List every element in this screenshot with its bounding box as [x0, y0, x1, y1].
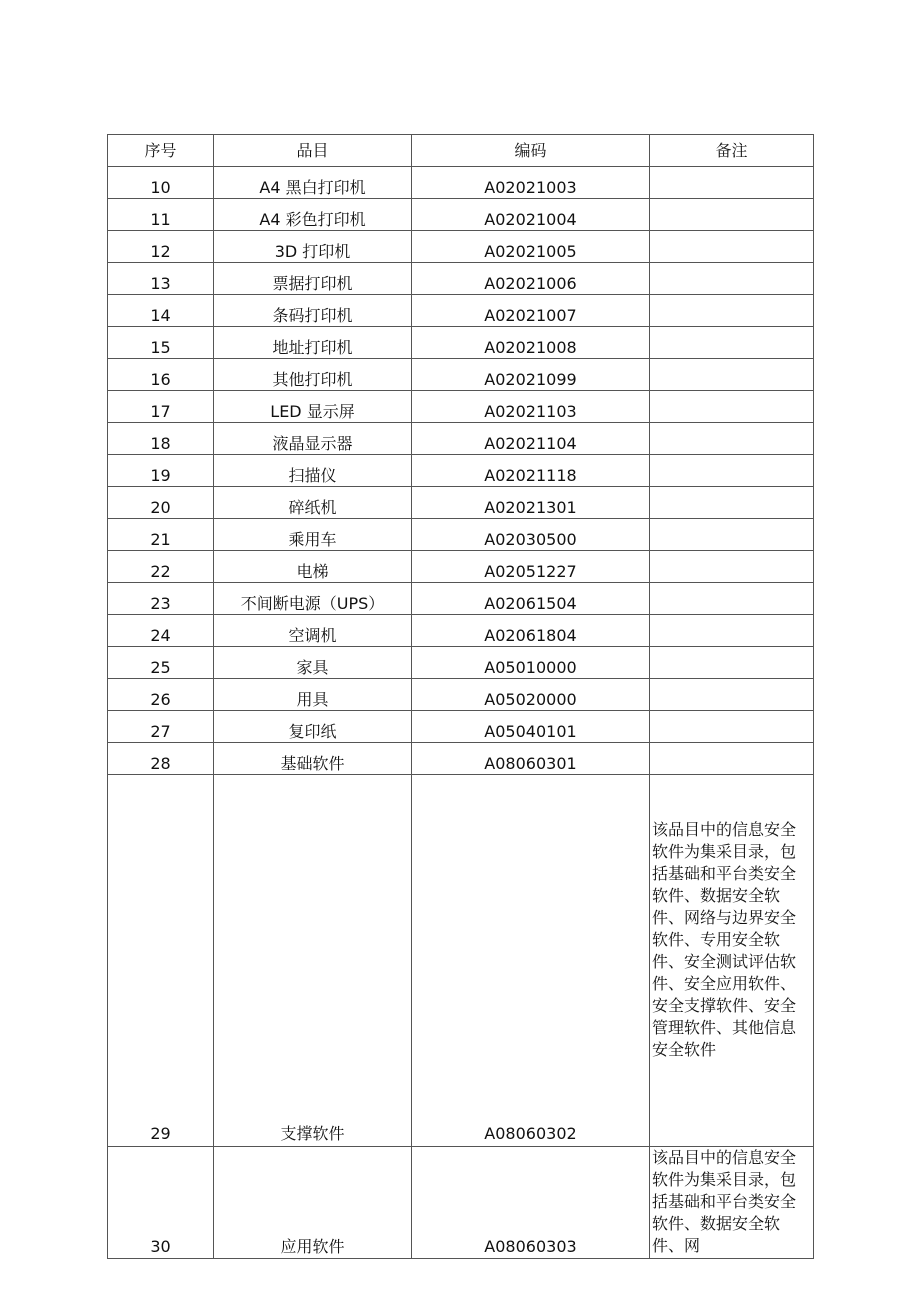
cell-remarks — [650, 615, 814, 647]
cell-remarks: 该品目中的信息安全软件为集采目录，包括基础和平台类安全软件、数据安全软件、网 — [650, 1147, 814, 1259]
cell-serial-number: 18 — [108, 423, 214, 455]
cell-code: A02021104 — [412, 423, 650, 455]
cell-code: A02021003 — [412, 167, 650, 199]
cell-remarks — [650, 199, 814, 231]
cell-remarks — [650, 263, 814, 295]
cell-remarks — [650, 679, 814, 711]
table-row — [108, 167, 814, 199]
table-row — [108, 647, 814, 679]
cell-remarks: 该品目中的信息安全软件为集采目录，包括基础和平台类安全软件、数据安全软件、网络与边界安全软件、专用安全软件、安全测试评估软件、安全应用软件、安全支撑软件、安全管理软件、其他信息安全软件 — [650, 775, 814, 1147]
cell-code: A02021004 — [412, 199, 650, 231]
cell-remarks — [650, 551, 814, 583]
cell-serial-number: 16 — [108, 359, 214, 391]
cell-remarks — [650, 391, 814, 423]
cell-serial-number: 15 — [108, 327, 214, 359]
header-serial-number: 序号 — [108, 135, 214, 167]
cell-serial-number: 17 — [108, 391, 214, 423]
cell-code: A02021006 — [412, 263, 650, 295]
cell-code: A02021005 — [412, 231, 650, 263]
cell-item: 其他打印机 — [214, 359, 412, 391]
cell-code: A02021008 — [412, 327, 650, 359]
cell-item: 液晶显示器 — [214, 423, 412, 455]
table-row — [108, 551, 814, 583]
cell-code: A02021301 — [412, 487, 650, 519]
cell-remarks — [650, 167, 814, 199]
cell-remarks — [650, 327, 814, 359]
cell-code: A08060303 — [412, 1147, 650, 1259]
table-row — [108, 711, 814, 743]
cell-code: A02021099 — [412, 359, 650, 391]
table-row — [108, 679, 814, 711]
cell-remarks — [650, 231, 814, 263]
cell-item: 地址打印机 — [214, 327, 412, 359]
cell-code: A02061804 — [412, 615, 650, 647]
cell-item: LED 显示屏 — [214, 391, 412, 423]
cell-serial-number: 10 — [108, 167, 214, 199]
table-row — [108, 295, 814, 327]
header-code: 编码 — [412, 135, 650, 167]
table-row — [108, 391, 814, 423]
cell-serial-number: 13 — [108, 263, 214, 295]
cell-code: A05020000 — [412, 679, 650, 711]
cell-code: A02030500 — [412, 519, 650, 551]
cell-item: 不间断电源（UPS） — [214, 583, 412, 615]
cell-serial-number: 28 — [108, 743, 214, 775]
header-item: 品目 — [214, 135, 412, 167]
cell-item: 扫描仪 — [214, 455, 412, 487]
cell-serial-number: 26 — [108, 679, 214, 711]
cell-serial-number: 23 — [108, 583, 214, 615]
cell-code: A02051227 — [412, 551, 650, 583]
cell-serial-number: 11 — [108, 199, 214, 231]
cell-remarks — [650, 487, 814, 519]
cell-item: 电梯 — [214, 551, 412, 583]
cell-item: A4 彩色打印机 — [214, 199, 412, 231]
table-row — [108, 455, 814, 487]
cell-item: 票据打印机 — [214, 263, 412, 295]
cell-item: 家具 — [214, 647, 412, 679]
cell-code: A05040101 — [412, 711, 650, 743]
cell-remarks — [650, 519, 814, 551]
cell-item: A4 黑白打印机 — [214, 167, 412, 199]
table-row — [108, 231, 814, 263]
table-row — [108, 775, 814, 1147]
cell-serial-number: 20 — [108, 487, 214, 519]
cell-serial-number: 30 — [108, 1147, 214, 1259]
cell-remarks — [650, 647, 814, 679]
cell-item: 用具 — [214, 679, 412, 711]
table-row — [108, 615, 814, 647]
cell-remarks — [650, 711, 814, 743]
cell-serial-number: 19 — [108, 455, 214, 487]
table-row — [108, 359, 814, 391]
cell-serial-number: 21 — [108, 519, 214, 551]
table-row — [108, 583, 814, 615]
table-row — [108, 1147, 814, 1259]
cell-item: 基础软件 — [214, 743, 412, 775]
cell-remarks — [650, 423, 814, 455]
header-remarks: 备注 — [650, 135, 814, 167]
table-row — [108, 519, 814, 551]
cell-item: 碎纸机 — [214, 487, 412, 519]
cell-remarks — [650, 295, 814, 327]
cell-remarks — [650, 743, 814, 775]
table-row — [108, 327, 814, 359]
cell-code: A02021118 — [412, 455, 650, 487]
cell-code: A08060301 — [412, 743, 650, 775]
cell-serial-number: 24 — [108, 615, 214, 647]
cell-item: 应用软件 — [214, 1147, 412, 1259]
cell-code: A02021103 — [412, 391, 650, 423]
cell-item: 条码打印机 — [214, 295, 412, 327]
cell-code: A02061504 — [412, 583, 650, 615]
cell-remarks — [650, 583, 814, 615]
cell-serial-number: 27 — [108, 711, 214, 743]
cell-code: A02021007 — [412, 295, 650, 327]
cell-serial-number: 25 — [108, 647, 214, 679]
cell-remarks — [650, 359, 814, 391]
table-row — [108, 263, 814, 295]
cell-item: 支撑软件 — [214, 775, 412, 1147]
cell-code: A05010000 — [412, 647, 650, 679]
cell-remarks — [650, 455, 814, 487]
cell-item: 复印纸 — [214, 711, 412, 743]
cell-serial-number: 22 — [108, 551, 214, 583]
cell-serial-number: 29 — [108, 775, 214, 1147]
cell-item: 3D 打印机 — [214, 231, 412, 263]
table-header-row — [108, 135, 814, 167]
cell-item: 乘用车 — [214, 519, 412, 551]
cell-item: 空调机 — [214, 615, 412, 647]
cell-code: A08060302 — [412, 775, 650, 1147]
table-row — [108, 423, 814, 455]
cell-serial-number: 12 — [108, 231, 214, 263]
table-row — [108, 743, 814, 775]
cell-serial-number: 14 — [108, 295, 214, 327]
table-row — [108, 487, 814, 519]
procurement-catalog-table — [107, 134, 814, 1259]
table-row — [108, 199, 814, 231]
